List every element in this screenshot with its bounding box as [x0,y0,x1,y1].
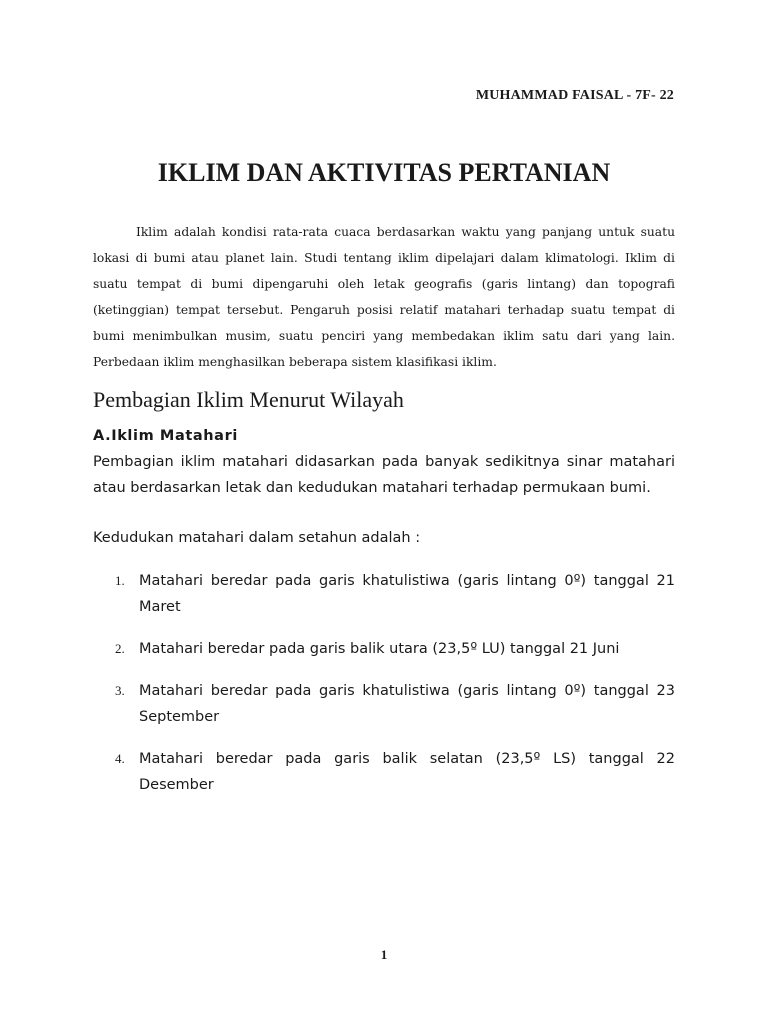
list-item-number: 4. [115,751,125,766]
list-item [93,636,675,662]
body-paragraph-2: Kedudukan matahari dalam setahun adalah : [93,530,421,546]
intro-paragraph: Iklim adalah kondisi rata-rata cuaca berdasarkan waktu yang panjang untuk suatu lokasi di bumi atau planet lain. Studi tentang iklim dipelajari dalam klimatologi. Iklim di suatu tempat di bumi dipengaruhi oleh letak geografis (garis lintang) dan topografi (ketinggian) tempat tersebut. Pengaruh posisi relatif matahari terhadap suatu tempat di bumi menimbulkan musim, suatu penciri yang membedakan iklim satu dari yang lain. Perbedaan iklim menghasilkan beberapa sistem klasifikasi iklim. [93,225,675,369]
list-item [93,678,675,730]
document-title: IKLIM DAN AKTIVITAS PERTANIAN [157,158,611,187]
subheading-iklim-matahari: A.Iklim Matahari [93,428,238,444]
list-item-text: Matahari beredar pada garis khatulistiwa (garis lintang 0º) tanggal 21 Maret [139,573,675,615]
author-line: MUHAMMAD FAISAL - 7F- 22 [475,88,674,103]
list-item [93,568,675,620]
section-heading: Pembagian Iklim Menurut Wilayah [93,387,404,412]
list-item-number: 3. [115,683,125,698]
list-item [93,746,675,798]
body-paragraph-1: Pembagian iklim matahari didasarkan pada banyak sedikitnya sinar matahari atau berdasarkan letak dan kedudukan matahari terhadap permukaan bumi. [93,454,675,496]
list-item-text: Matahari beredar pada garis khatulistiwa (garis lintang 0º) tanggal 23 September [139,683,675,725]
sun-position-list [93,568,675,814]
list-item-text: Matahari beredar pada garis balik utara (23,5º LU) tanggal 21 Juni [139,641,620,657]
list-item-number: 2. [115,641,125,656]
page-number: 1 [380,947,388,962]
list-item-number: 1. [115,573,125,588]
list-item-text: Matahari beredar pada garis balik selatan (23,5º LS) tanggal 22 Desember [139,751,675,793]
